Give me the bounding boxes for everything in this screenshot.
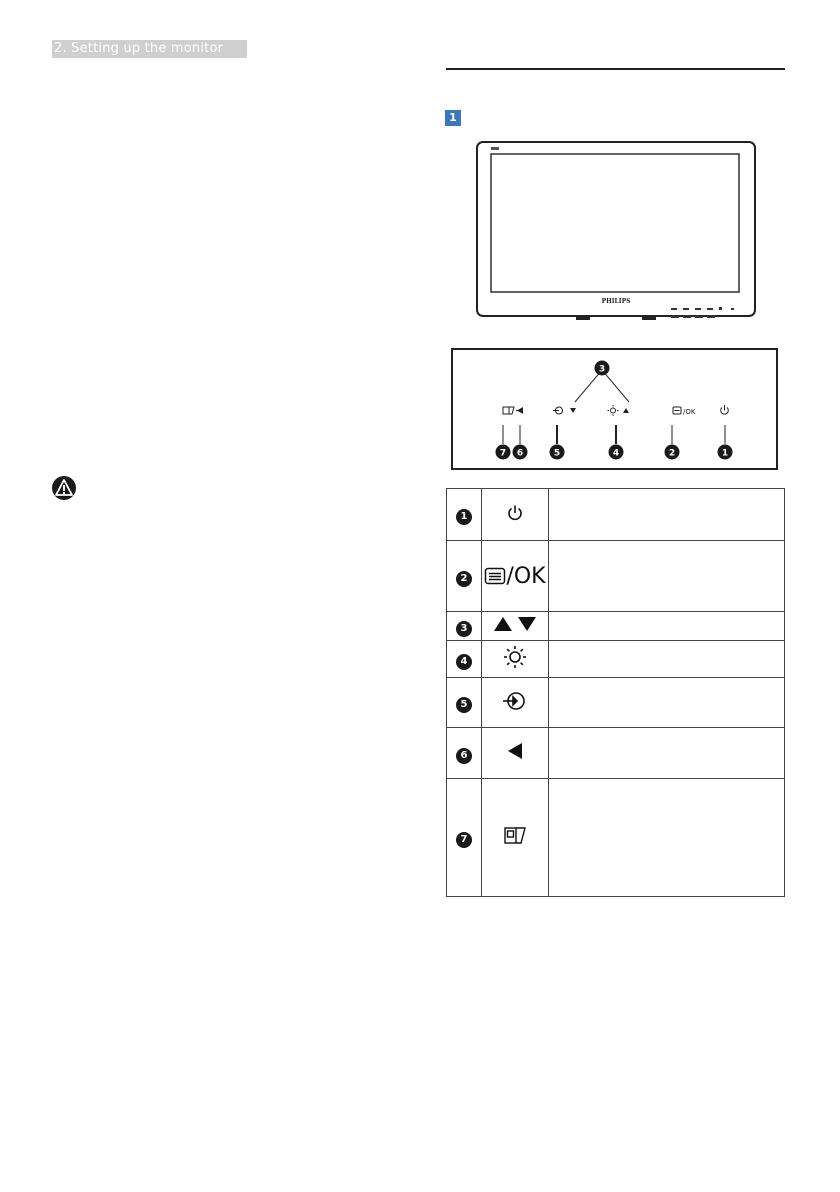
- smartimage-icon: [503, 826, 527, 846]
- row-number: 7: [456, 832, 472, 848]
- control-keys-table: [446, 488, 785, 897]
- table-row: [447, 641, 785, 678]
- row-description: [549, 728, 785, 779]
- input-icon: [501, 689, 529, 713]
- brightness-icon: [608, 405, 619, 416]
- row-description: [549, 779, 785, 897]
- callout-5-label: 5: [553, 448, 561, 459]
- row-number: 4: [456, 654, 472, 670]
- row-number: 6: [456, 748, 472, 764]
- table-row: [447, 678, 785, 728]
- up-down-icon: [492, 615, 538, 633]
- ok-label: /OK: [506, 563, 546, 589]
- smartimage-icon: [503, 407, 514, 414]
- row-number: 3: [456, 621, 472, 637]
- row-description: [549, 612, 785, 641]
- row-description: [549, 489, 785, 541]
- monitor-brand-label: PHILIPS: [601, 298, 631, 305]
- down-icon: [570, 408, 576, 413]
- callout-6-label: 6: [516, 448, 524, 459]
- button-panel-closeup: [451, 348, 778, 470]
- row-number: 1: [456, 509, 472, 525]
- row-description: [549, 641, 785, 678]
- callout-2-label: 2: [668, 448, 676, 459]
- section-title: 2. Setting up the monitor: [52, 40, 247, 58]
- table-row: [447, 489, 785, 541]
- callout-3-label: 3: [598, 364, 606, 375]
- menu-icon: [484, 566, 506, 586]
- table-row: [447, 728, 785, 779]
- monitor-front-illustration: [476, 140, 756, 322]
- row-number: 5: [456, 697, 472, 713]
- row-description: [549, 541, 785, 612]
- table-row: [447, 779, 785, 897]
- power-icon: [721, 405, 729, 414]
- back-icon: [506, 741, 524, 761]
- callout-1-label: 1: [721, 448, 729, 459]
- ok-label: /OK: [683, 408, 696, 416]
- input-icon: [553, 407, 563, 414]
- brightness-icon: [503, 645, 527, 669]
- menu-icon: [673, 407, 681, 414]
- section-divider: [446, 68, 785, 70]
- table-row: [447, 612, 785, 641]
- row-description: [549, 678, 785, 728]
- back-icon: [516, 407, 523, 414]
- callout-7-label: 7: [499, 448, 507, 459]
- callout-4-label: 4: [612, 448, 620, 459]
- row-number: 2: [456, 571, 472, 587]
- figure-marker: 1: [445, 110, 461, 126]
- warning-icon: [51, 475, 77, 501]
- up-icon: [623, 408, 629, 413]
- table-row: [447, 541, 785, 612]
- power-icon: [505, 503, 525, 523]
